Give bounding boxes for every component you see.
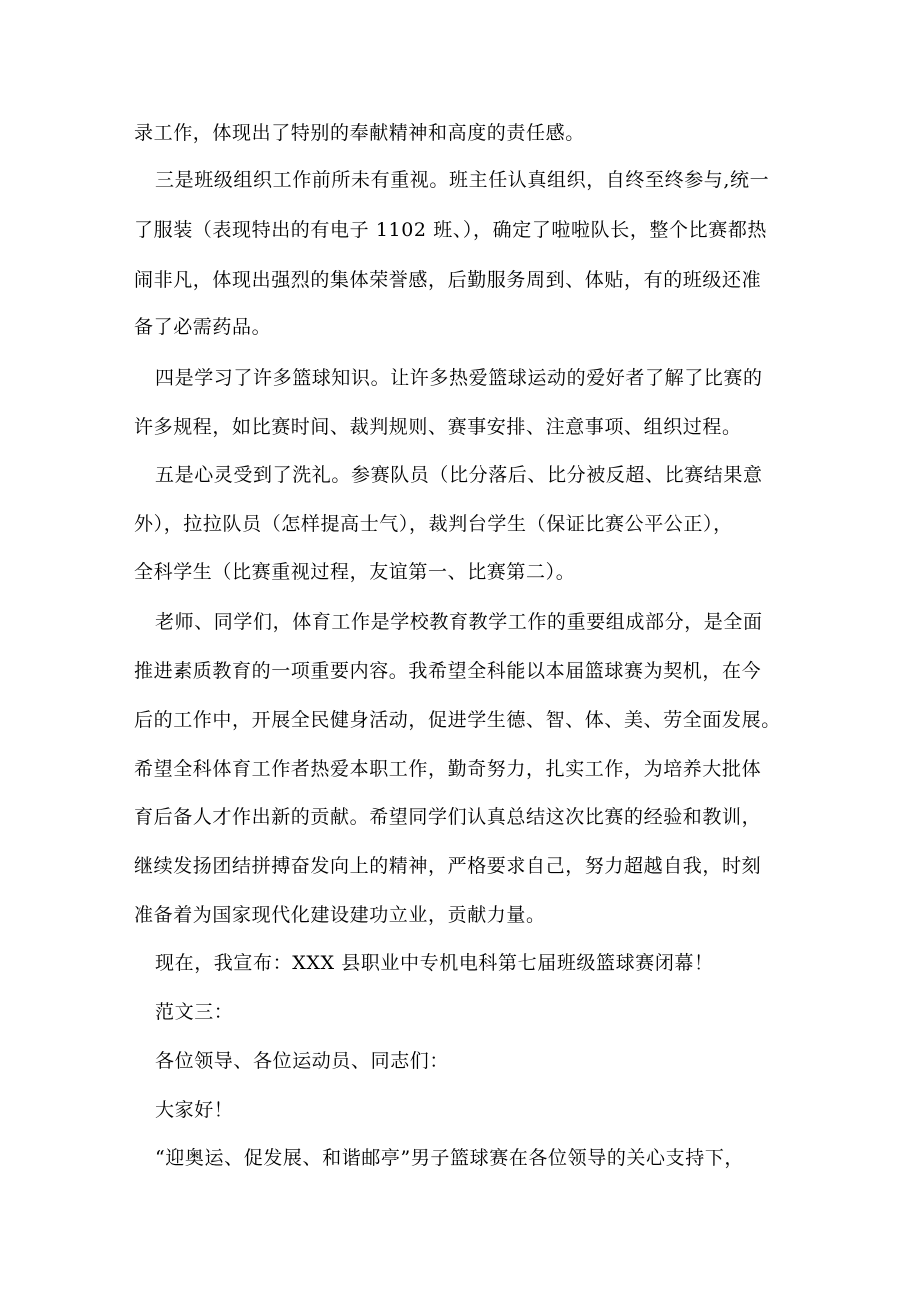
text-line: 了服装（表现特出的有电子 1102 班、），确定了啦啦队长，整个比赛都热	[134, 219, 768, 241]
text-line: 范文三：	[155, 1001, 234, 1023]
text-line: 继续发扬团结拼搏奋发向上的精神，严格要求自己，努力超越自我，时刻	[134, 855, 762, 877]
text-line: 五是心灵受到了洗礼。参赛队员（比分落后、比分被反超、比赛结果意	[155, 464, 763, 486]
text-line: 准备着为国家现代化建设建功立业，贡献力量。	[134, 904, 546, 926]
text-line: 育后备人才作出新的贡献。希望同学们认真总结这次比赛的经验和教训，	[134, 806, 762, 828]
text-line: “迎奥运、促发展、和谐邮亭”男子篮球赛在各位领导的关心支持下，	[155, 1147, 745, 1169]
text-line: 三是班级组织工作前所未有重视。班主任认真组织，自终至终参与,统一	[155, 169, 770, 191]
text-line: 现在，我宣布：XXX 县职业中专机电科第七届班级篮球赛闭幕！	[155, 952, 714, 974]
text-line: 全科学生（比赛重视过程，友谊第一、比赛第二）。	[134, 561, 576, 583]
text-line: 后的工作中，开展全民健身活动，促进学生德、智、体、美、劳全面发展。	[134, 709, 781, 731]
text-line: 各位领导、各位运动员、同志们：	[155, 1050, 450, 1072]
text-line: 闹非凡，体现出强烈的集体荣誉感，后勤服务周到、体贴，有的班级还准	[134, 269, 762, 291]
text-line: 录工作，体现出了特别的奉献精神和高度的责任感。	[134, 122, 585, 144]
text-line: 许多规程，如比赛时间、裁判规则、赛事安排、注意事项、组织过程。	[134, 416, 742, 438]
text-line: 外），拉拉队员（怎样提高士气），裁判台学生（保证比赛公平公正），	[134, 513, 733, 535]
text-line: 老师、同学们，体育工作是学校教育教学工作的重要组成部分，是全面	[155, 611, 763, 633]
text-line: 大家好！	[155, 1099, 234, 1121]
text-line: 希望全科体育工作者热爱本职工作，勤奇努力，扎实工作，为培养大批体	[134, 758, 762, 780]
text-line: 四是学习了许多篮球知识。让许多热爱篮球运动的爱好者了解了比赛的	[155, 367, 763, 389]
text-line: 备了必需药品。	[134, 316, 272, 338]
text-line: 推进素质教育的一项重要内容。我希望全科能以本届篮球赛为契机，在今	[134, 660, 762, 682]
